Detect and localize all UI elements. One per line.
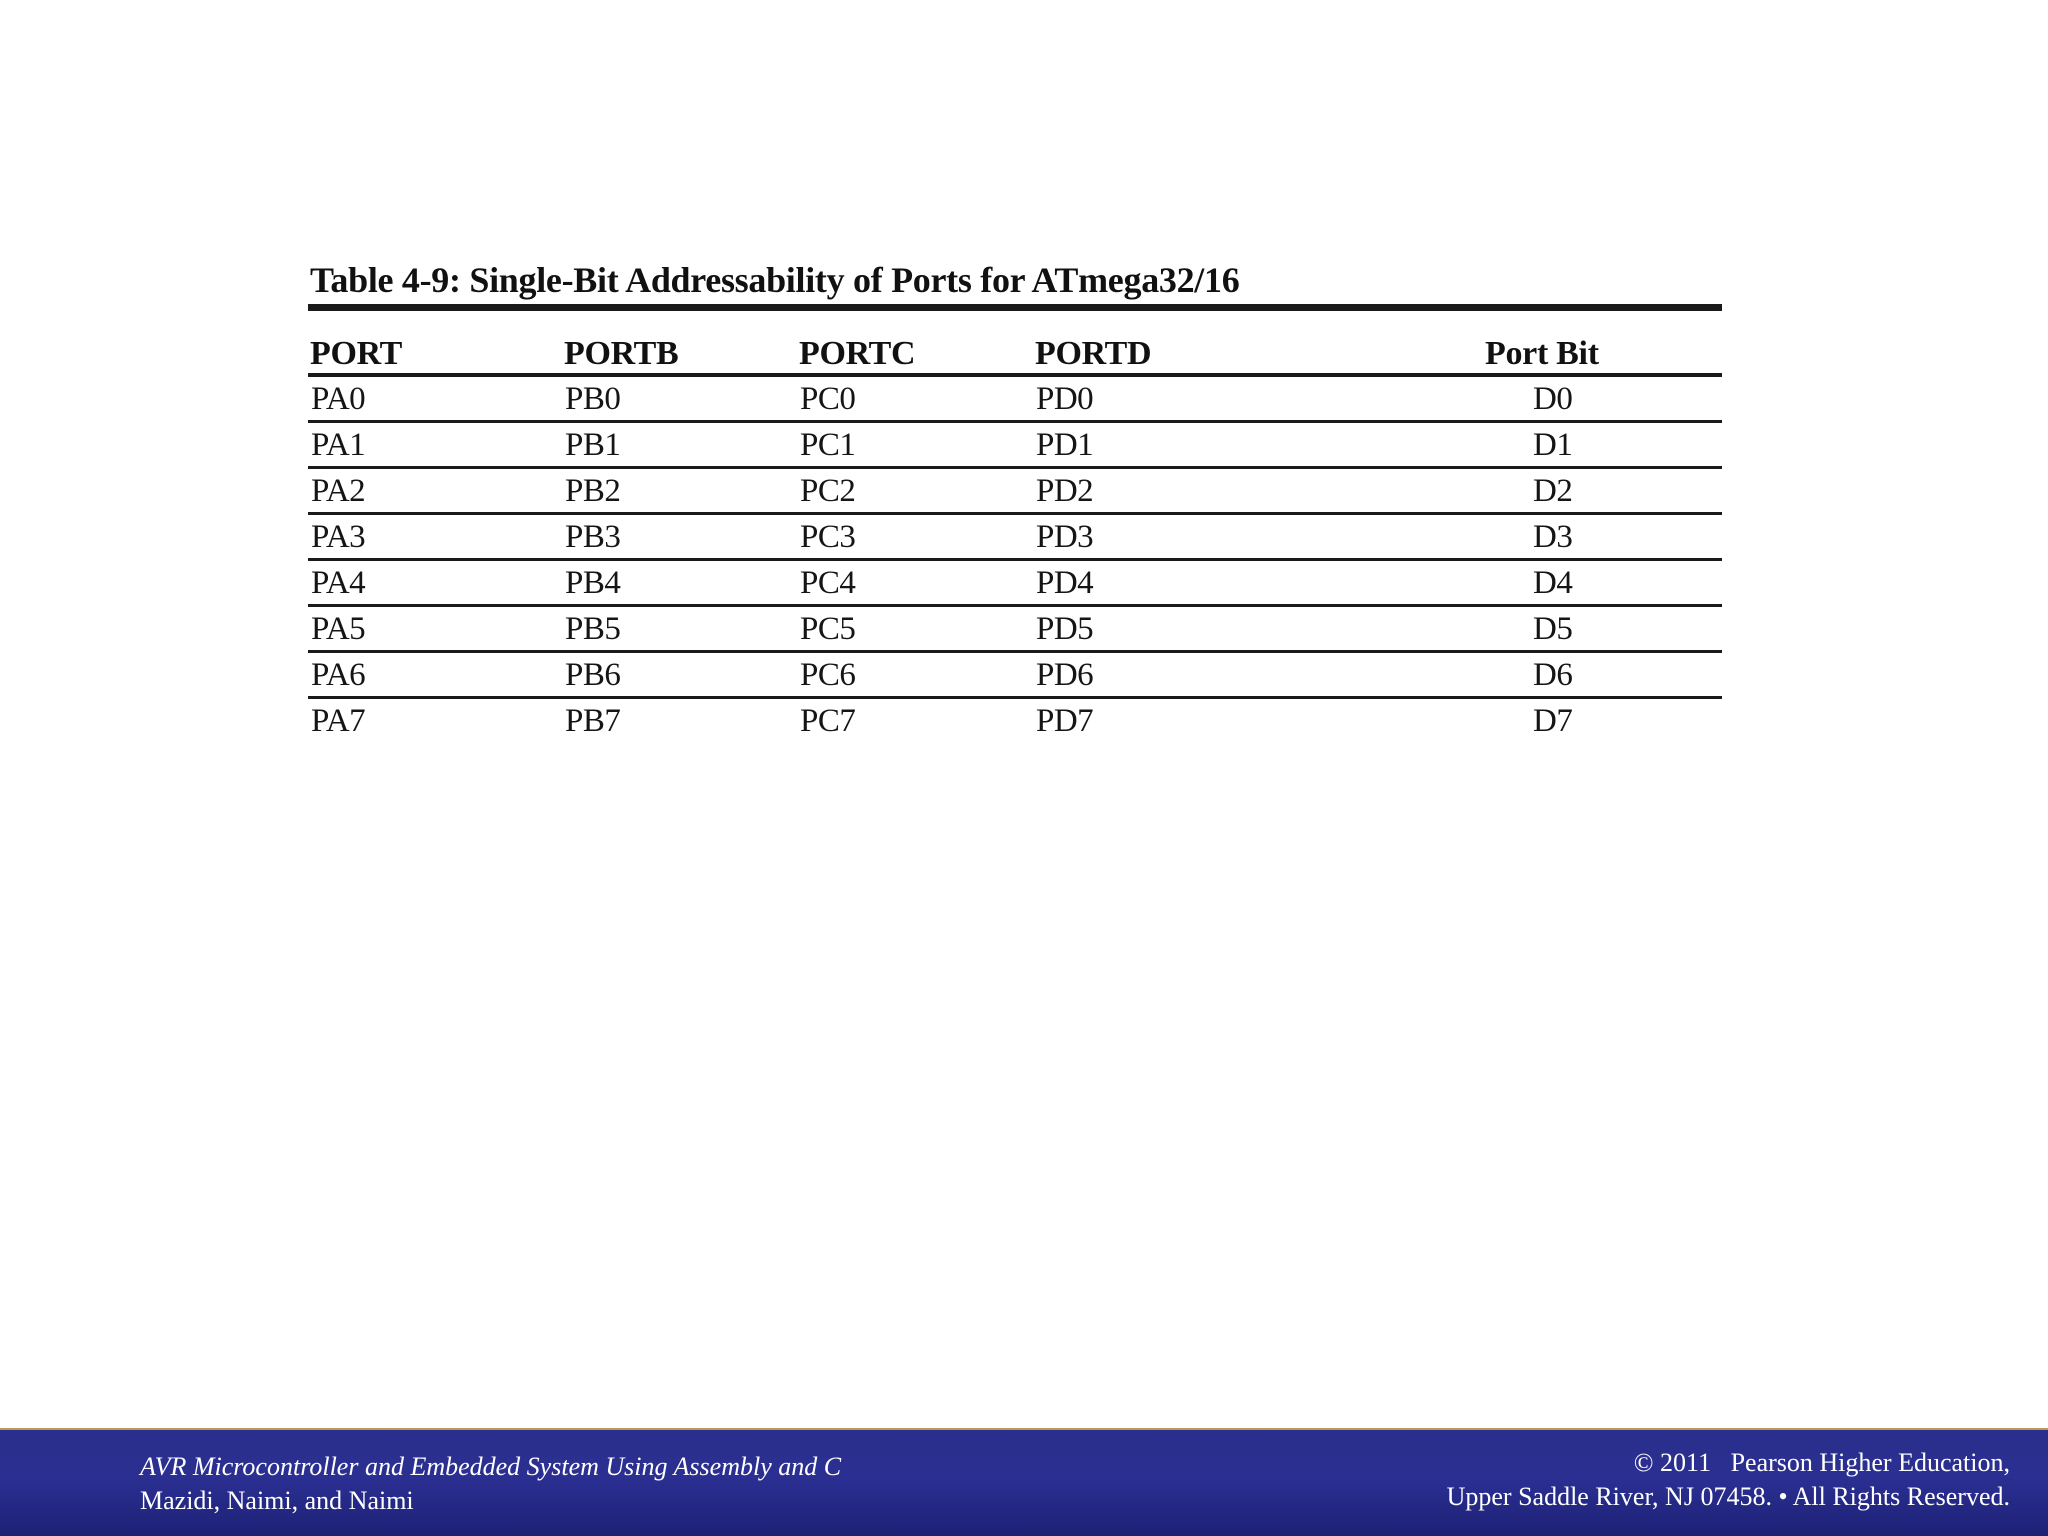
cell-porta: PA1 <box>308 422 562 468</box>
header-port-bit: Port Bit <box>1423 331 1722 375</box>
cell-porta: PA0 <box>308 375 562 422</box>
cell-porta: PA4 <box>308 560 562 606</box>
cell-portc: PC2 <box>797 468 1033 514</box>
cell-portc: PC5 <box>797 606 1033 652</box>
header-port: PORT <box>308 331 562 375</box>
table-row <box>308 375 1722 422</box>
cell-portd: PD7 <box>1036 703 1094 739</box>
cell-portc: PC7 <box>800 703 856 739</box>
cell-portd: PD2 <box>1033 468 1423 514</box>
table-row <box>308 514 1722 560</box>
cell-portd: PD4 <box>1033 560 1423 606</box>
cell-portc: PC4 <box>797 560 1033 606</box>
cell-portb: PB3 <box>562 514 797 560</box>
footer-authors: Mazidi, Naimi, and Naimi <box>140 1486 414 1515</box>
cell-portb: PB1 <box>562 422 797 468</box>
table-title: Table 4-9: Single-Bit Addressability of Ports for ATmega32/16 <box>310 260 1240 300</box>
cell-porta: PA7 <box>311 703 366 739</box>
table-row <box>308 606 1722 652</box>
cell-port-bit: D4 <box>1423 560 1722 606</box>
cell-portc: PC0 <box>797 375 1033 422</box>
footer-copyright-info <box>1447 1446 2010 1514</box>
cell-portb: PB7 <box>565 703 621 739</box>
cell-port-bit: D5 <box>1423 606 1722 652</box>
footer-book-info <box>140 1450 841 1518</box>
footer-book-title: AVR Microcontroller and Embedded System Using Assembly and C <box>140 1452 842 1481</box>
table-row <box>308 422 1722 468</box>
cell-port-bit: D7 <box>1533 703 1573 739</box>
table-row <box>308 698 1722 743</box>
table-row <box>308 560 1722 606</box>
cell-portc: PC1 <box>797 422 1033 468</box>
cell-portb: PB6 <box>562 652 797 698</box>
table-row <box>308 652 1722 698</box>
cell-portd: PD1 <box>1033 422 1423 468</box>
footer-copyright: © 2011 Pearson Higher Education, <box>1633 1448 2010 1477</box>
cell-portb: PB5 <box>562 606 797 652</box>
cell-port-bit: D1 <box>1423 422 1722 468</box>
cell-portb: PB4 <box>562 560 797 606</box>
cell-porta: PA3 <box>308 514 562 560</box>
cell-porta: PA6 <box>308 652 562 698</box>
header-portc: PORTC <box>797 331 1033 375</box>
cell-port-bit: D6 <box>1423 652 1722 698</box>
slide-footer <box>0 1428 2048 1536</box>
header-portb: PORTB <box>562 331 797 375</box>
cell-portb: PB0 <box>562 375 797 422</box>
cell-portc: PC6 <box>797 652 1033 698</box>
cell-porta: PA5 <box>308 606 562 652</box>
title-rule <box>308 304 1722 311</box>
cell-portd: PD0 <box>1033 375 1423 422</box>
port-bit-table <box>308 331 1722 742</box>
cell-port-bit: D0 <box>1423 375 1722 422</box>
cell-port-bit: D3 <box>1423 514 1722 560</box>
table-row <box>308 468 1722 514</box>
cell-portb: PB2 <box>562 468 797 514</box>
table-header-row <box>308 331 1722 375</box>
cell-portd: PD6 <box>1033 652 1423 698</box>
cell-portc: PC3 <box>797 514 1033 560</box>
cell-portd: PD3 <box>1033 514 1423 560</box>
footer-address: Upper Saddle River, NJ 07458. • All Rights Reserved. <box>1446 1482 2010 1511</box>
port-table-block <box>308 258 1722 742</box>
cell-porta: PA2 <box>308 468 562 514</box>
cell-portd: PD5 <box>1033 606 1423 652</box>
header-portd: PORTD <box>1033 331 1423 375</box>
cell-port-bit: D2 <box>1423 468 1722 514</box>
